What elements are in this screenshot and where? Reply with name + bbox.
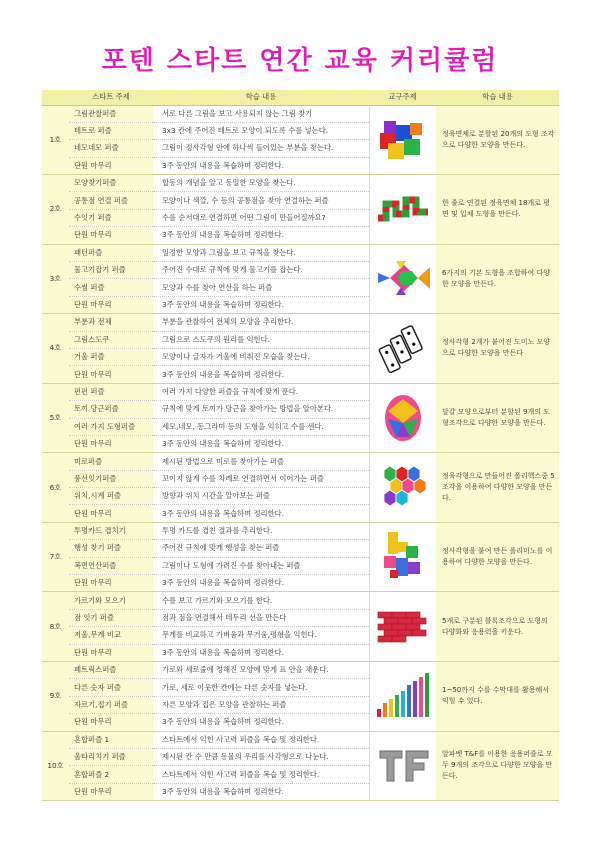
content-cell: 그림이나 도형에 가려진 수를 찾아내는 퍼즐 [153,557,369,574]
topic-cell: 그림스도쿠 [69,331,153,348]
content-cell: 제시된 칸 수 만큼 동물의 우리를 사각형으로 나눈다. [153,748,369,765]
topic-cell: 다른 숫자 퍼즐 [69,679,153,696]
page-title: 포텐 스타트 연간 교육 커리큘럼 [101,46,499,76]
tool-image-cell [369,244,436,314]
content-cell: 3주 동안의 내용을 복습하며 정리한다. [153,157,369,174]
topic-cell: 네모네모 퍼즐 [69,140,153,157]
content-cell: 모양이나 색깔, 수 등의 공통점을 찾아 연결하는 퍼즐 [153,192,369,209]
content-cell: 가로, 세로 이웃한 칸에는 다른 숫자를 넣는다. [153,679,369,696]
content-cell: 수를 순서대로 연결하면 어떤 그림이 만들어질까요? [153,209,369,226]
content-cell: 일정한 모양과 그림을 보고 규칙을 찾는다. [153,244,369,261]
content-cell: 제시된 방법으로 미로를 찾아가는 퍼즐 [153,453,369,470]
content-cell: 3주 동안의 내용을 복습하며 정리한다. [153,644,369,661]
content-cell: 주어진 수대로 규칙에 맞게 물고기를 잡는다. [153,262,369,279]
content-cell: 합동의 개념을 알고 동일한 모양을 찾는다. [153,175,369,192]
topic-cell: 혼합퍼즐 1 [69,731,153,748]
tool-description: 달걀 모양으로부터 분할된 9개의 도형조각으로 다양한 모양을 만든다. [436,383,559,453]
content-cell: 3주 동안의 내용을 복습하며 정리한다. [153,714,369,731]
table-row [42,244,559,261]
topic-cell: 페트릭스퍼즐 [69,662,153,679]
hexagon-fish-icon [370,255,437,303]
header-tool-content: 학습 내용 [436,90,559,105]
tool-image-cell [369,662,436,732]
topic-cell: 단원 마무리 [69,714,153,731]
unit-label: 5호 [42,383,69,453]
tool-description: 정육각형으로 만들어진 폴리헥스중 5조각을 이용하여 다양한 모양을 만든다. [436,453,559,523]
topic-cell: 미로퍼즐 [69,453,153,470]
unit-label: 8호 [42,592,69,662]
tool-image-cell [369,522,436,592]
hexagon-cluster-icon [370,462,437,514]
topic-cell: 가르기와 모으기 [69,592,153,609]
content-cell: 무게를 비교하고 가벼움과 무거움,평형을 익힌다. [153,627,369,644]
content-cell: 모양과 수를 찾아 연산을 하는 퍼즐 [153,279,369,296]
topic-cell: 토끼 당근퍼즐 [69,401,153,418]
topic-cell: 단원 마무리 [69,296,153,313]
content-cell: 투명 카드를 겹친 결과를 추리한다. [153,522,369,539]
topic-cell: 행성 찾기 퍼즐 [69,540,153,557]
topic-cell: 단원 마무리 [69,435,153,452]
domino-icon [370,321,437,375]
colored-cube-puzzle-icon [370,113,437,167]
snake-cube-chain-icon [370,188,437,230]
topic-cell: 패턴퍼즐 [69,244,153,261]
table-row [42,175,559,192]
tool-description: 알파벳 T&F를 이용한 응용퍼즐로 모두 9개의 조각으로 다양한 모양을 만든다. [436,731,559,801]
tool-image-cell [369,383,436,453]
table-row [42,662,559,679]
unit-label: 9호 [42,662,69,732]
content-cell: 3주 동안의 내용을 복습하며 정리한다. [153,296,369,313]
tool-description: 한 줄로 연결된 정육면체 18개로 평면 및 입체 도형을 만든다. [436,175,559,245]
tool-image-cell [369,453,436,523]
topic-cell: 공통점 연결 퍼즐 [69,192,153,209]
topic-cell: 거울 퍼즐 [69,348,153,365]
tool-description: 5개로 구분된 블록조각으로 도형의 다양화와 응용력을 키운다. [436,592,559,662]
content-cell: 꼬이지 않게 수를 차례로 연결하면서 이어가는 퍼즐 [153,470,369,487]
table-row [42,105,559,122]
table-row [42,383,559,400]
content-cell: 스타트에서 익힌 사고력 퍼즐을 복습 및 정리한다. [153,766,369,783]
tool-image-cell [369,592,436,662]
topic-cell: 펀펀 퍼즐 [69,383,153,400]
content-cell: 점과 점을 연결해서 테두리 선을 만든다 [153,609,369,626]
topic-cell: 울타리치기 퍼즐 [69,748,153,765]
tool-image-cell [369,731,436,801]
topic-cell: 모양찾기퍼즐 [69,175,153,192]
content-cell: 방향과 위치 시간을 알아보는 퍼즐 [153,488,369,505]
unit-label: 2호 [42,175,69,245]
header-tool: 교구주제 [369,90,436,105]
polyomino-blocks-icon [370,528,437,586]
curriculum-table [42,90,559,801]
content-cell: 모양이나 글자가 거울에 비춰진 모습을 찾는다. [153,348,369,365]
content-cell: 자른 모양과 접은 모양을 관찰하는 퍼즐 [153,696,369,713]
content-cell: 3주 동안의 내용을 복습하며 정리한다. [153,435,369,452]
content-cell: 3주 동안의 내용을 복습하며 정리한다. [153,505,369,522]
tool-description: 정사각형을 붙여 만든 폴리미노를 이용하여 다양한 모양을 만든다. [436,522,559,592]
content-cell: 3주 동안의 내용을 복습하며 정리한다. [153,783,369,800]
topic-cell: 단원 마무리 [69,157,153,174]
egg-tangram-icon [370,389,437,447]
unit-label: 10호 [42,731,69,801]
topic-cell: 저울,무게 비교 [69,627,153,644]
table-row [42,453,559,470]
content-cell: 주어진 규칙에 맞게 행성을 찾는 퍼즐 [153,540,369,557]
content-cell: 세모,네모, 동그라미 등의 도형을 익히고 수를 센다. [153,418,369,435]
tool-description: 정육면체로 분할된 20개의 도형 조각으로 다양한 모양을 만든다. [436,105,559,175]
topic-cell: 혼합퍼즐 2 [69,766,153,783]
table-header-row [42,90,559,105]
number-bars-icon [370,669,437,723]
unit-label: 6호 [42,453,69,523]
content-cell: 3주 동안의 내용을 복습하며 정리한다. [153,227,369,244]
topic-cell: 단원 마무리 [69,366,153,383]
brick-wall-icon [370,606,437,648]
content-cell: 수를 보고 가르기와 모으기를 한다. [153,592,369,609]
tool-image-cell [369,175,436,245]
content-cell: 가로와 세로줄에 정해진 모양에 맞게 표 안을 채운다. [153,662,369,679]
content-cell: 규칙에 맞게 토끼가 당근을 찾아가는 방법을 알아본다. [153,401,369,418]
topic-cell: 수썸 퍼즐 [69,279,153,296]
topic-cell: 수잇기 퍼즐 [69,209,153,226]
topic-cell: 풍선잇기퍼즐 [69,470,153,487]
header-content: 학습 내용 [153,90,369,105]
tool-description: 정사각형 2개가 붙어진 도미노 모양으로 다양한 모양을 만든다 [436,314,559,384]
topic-cell: 복면연산퍼즐 [69,557,153,574]
topic-cell: 투명카드 겹치기 [69,522,153,539]
unit-label: 7호 [42,522,69,592]
topic-cell: 위치,시계 퍼즐 [69,488,153,505]
content-cell: 스타트에서 익힌 사고력 퍼즐을 복습 및 정리한다. [153,731,369,748]
content-cell: 부분을 관찰하여 전체의 모양을 추리한다. [153,314,369,331]
tool-image-cell [369,314,436,384]
content-cell: 서로 다른 그림을 보고 사용되지 않는 그림 찾기 [153,105,369,122]
header-blank [42,90,69,105]
content-cell: 그림이 정사각형 안에 하나씩 들어있는 부분을 찾는다. [153,140,369,157]
topic-cell: 단원 마무리 [69,783,153,800]
topic-cell: 단원 마무리 [69,505,153,522]
table-row [42,592,559,609]
content-cell: 3주 동안의 내용을 복습하며 정리한다. [153,366,369,383]
content-cell: 3x3 칸에 주어진 테트로 모양이 되도록 수를 넣는다. [153,122,369,139]
content-cell: 3주 동안의 내용을 복습하며 정리한다. [153,575,369,592]
topic-cell: 물고기잡기 퍼즐 [69,262,153,279]
tool-description: 6가지의 기본 도형을 조합하여 다양한 모양을 만든다. [436,244,559,314]
topic-cell: 부분과 전체 [69,314,153,331]
table-row [42,731,559,748]
content-cell: 여러 가지 다양한 퍼즐을 규칙에 맞게 푼다. [153,383,369,400]
topic-cell: 단원 마무리 [69,575,153,592]
topic-cell: 단원 마무리 [69,644,153,661]
topic-cell: 여러 가지 도형퍼즐 [69,418,153,435]
topic-cell: 자르기,접기 퍼즐 [69,696,153,713]
unit-label: 1호 [42,105,69,175]
content-cell: 그림으로 스도쿠의 원리를 익힌다. [153,331,369,348]
unit-label: 3호 [42,244,69,314]
header-topic: 스타트 주제 [69,90,153,105]
table-row [42,522,559,539]
tf-letters-icon [370,743,437,789]
tool-image-cell [369,105,436,175]
topic-cell: 점 잇기 퍼즐 [69,609,153,626]
tool-description: 1~50까지 수를 수막대를 활용해서 익힐 수 있다. [436,662,559,732]
topic-cell: 테트로 퍼즐 [69,122,153,139]
topic-cell: 단원 마무리 [69,227,153,244]
topic-cell: 그림관찰퍼즐 [69,105,153,122]
table-row [42,314,559,331]
unit-label: 4호 [42,314,69,384]
